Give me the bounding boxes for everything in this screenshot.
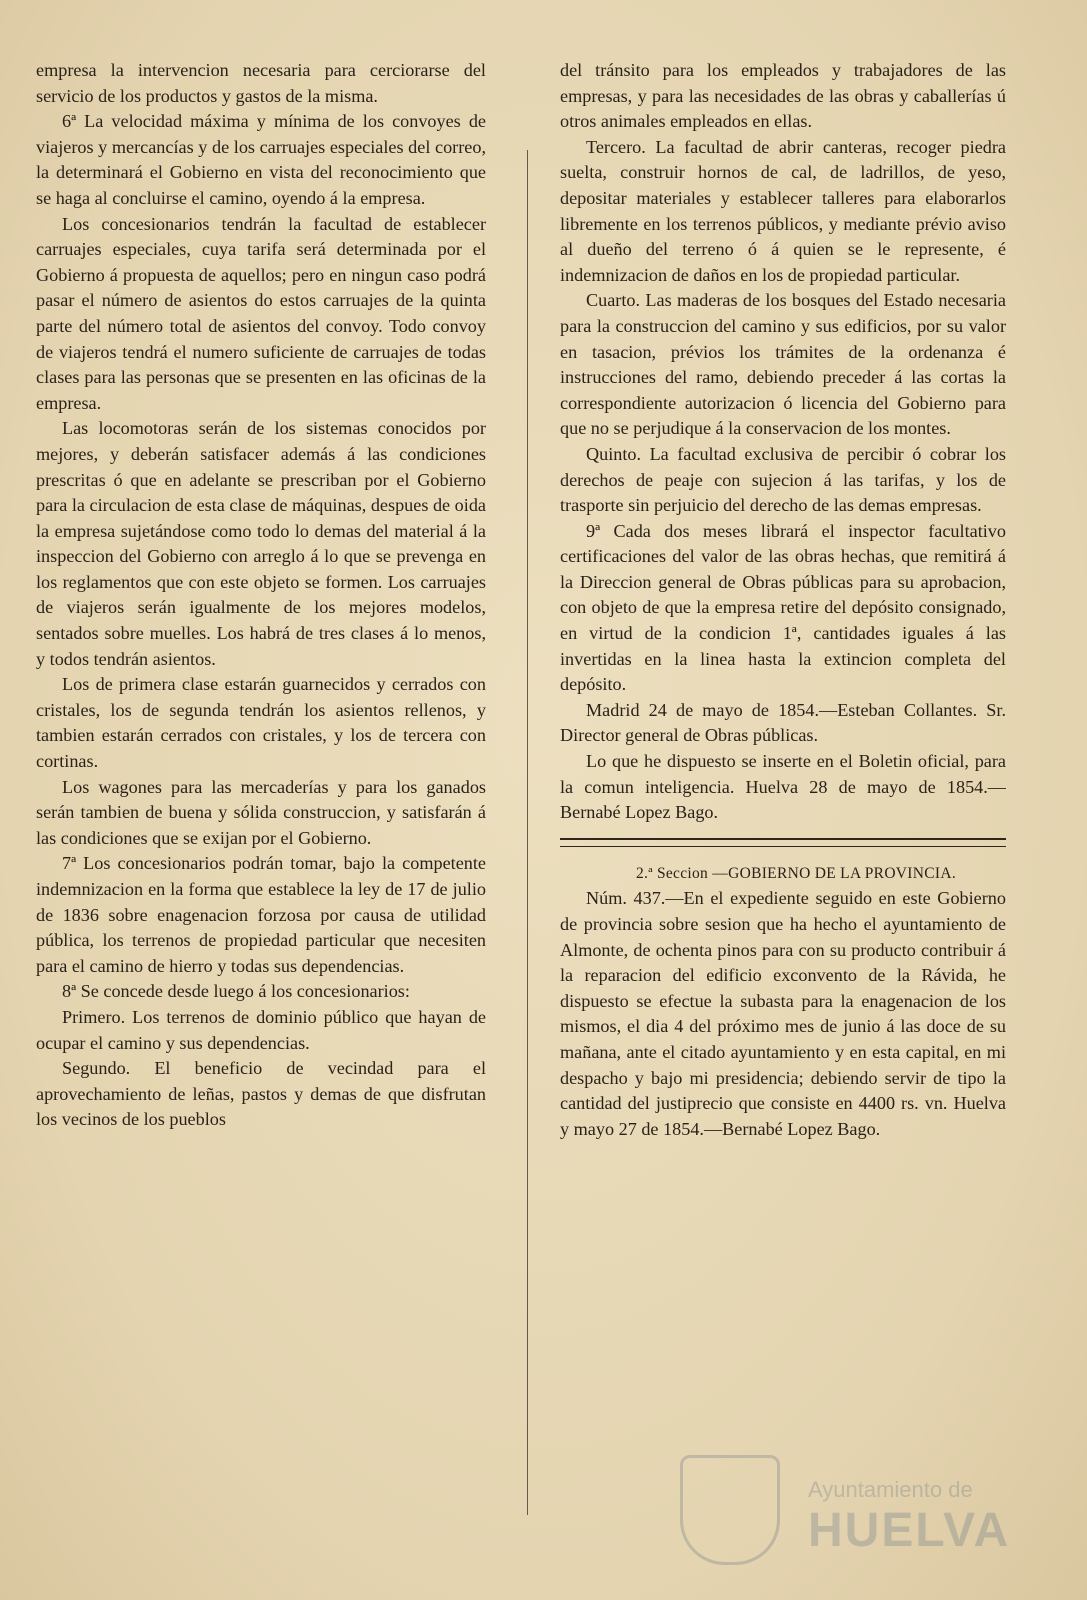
paragraph-huelva-signature: Lo que he dispuesto se inserte en el Boletin oficial, para la comun inteligencia. Huelva 28 de mayo de 1854.—Bernabé Lopez Bago.: [560, 751, 1006, 823]
section-divider-rule: [560, 838, 1006, 847]
paragraph-primero: Primero. Los terrenos de dominio público que hayan de ocupar el camino y sus dependencias.: [36, 1006, 486, 1053]
paragraph-num-437: Núm. 437.—En el expediente seguido en este Gobierno de provincia sobre sesion que ha hecho el ayuntamiento de Almonte, de ochenta pinos para con su producto contribuir á la reparacion del edificio exconvento de la Rávida, he dispuesto se efectue la subasta para la enagenacion de los mismos, el dia 4 del próximo mes de junio á las doce de su mañana, ante el citado ayuntamiento y en esta capital, en mi despacho y bajo mi presidencia; debiendo servir de tipo la cantidad del justiprecio que consiste en 4400 rs. vn. Huelva y mayo 27 de 1854.—Bernabé Lopez Bago.: [560, 888, 1006, 1139]
section-heading: 2.ª Seccion —GOBIERNO DE LA PROVINCIA.: [635, 864, 957, 882]
paragraph-condition-6: 6ª La velocidad máxima y mínima de los convoyes de viajeros y mercancías y de los carruajes especiales del correo, la determinará el Gobierno en vista del reconocimiento que se haga al concluirse el camino, oyendo á la empresa.: [36, 111, 486, 208]
city-shield-icon: [680, 1455, 780, 1565]
paragraph-condition-8: 8ª Se concede desde luego á los concesionarios:: [62, 981, 410, 1002]
paragraph-condition-9: 9ª Cada dos meses librará el inspector facultativo certificaciones del valor de las obras hechas, que remitirá á la Direccion general de Obras públicas para su aprobacion, con objeto de que la empresa retire del depósito consignado, en virtud de la condicion 1ª, cantidades iguales á las invertidas en la linea hasta la extincion completa del depósito.: [560, 520, 1006, 695]
paragraph-continuation: empresa la intervencion necesaria para cerciorarse del servicio de los productos y gastos de la misma.: [36, 60, 486, 106]
paragraph-madrid-signature: Madrid 24 de mayo de 1854.—Esteban Collantes. Sr. Director general de Obras públicas.: [560, 699, 1006, 746]
paragraph-transit: del tránsito para los empleados y trabajadores de las empresas, y para las necesidades de las obras y caballerías ú otros animales empleados en ellas.: [560, 60, 1006, 132]
paragraph-locomotives: Las locomotoras serán de los sistemas conocidos por mejores, y deberán satisfacer además á las condiciones prescritas ó que en adelante se prescriban por el Gobierno para la circulacion de esta clase de máquinas, despues de oida la empresa sujetándose como todo lo demas del material á la inspeccion del Gobierno con arreglo á lo que se prevenga en los reglamentos que con este objeto se formen. Los carruajes de viajeros serán igualmente de los mejores modelos, sentados sobre muelles. Los habrá de tres clases á lo menos, y todos tendrán asientos.: [36, 418, 486, 669]
watermark: [680, 1455, 1010, 1565]
paragraph-tercero: Tercero. La facultad de abrir canteras, recoger piedra suelta, construir hornos de cal, de ladrillos, de yeso, depositar materiales y establecer talleres para elaborarlos libremente en los terrenos públicos, y mediante prévio aviso al dueño del terreno ó á quien se le represente, é indemnizacion de daños en los de propiedad particular.: [560, 136, 1006, 285]
paragraph-special-carriages: Los concesionarios tendrán la facultad de establecer carruajes especiales, cuya tarifa será determinada por el Gobierno á propuesta de aquellos; pero en ningun caso podrá pasar el número de asientos do estos carruajes de la quinta parte del número total de asientos del convoy. Todo convoy de viajeros tendrá el numero suficiente de carruajes de todas clases para las personas que se presenten en las oficinas de la empresa.: [36, 213, 486, 413]
paragraph-segundo: Segundo. El beneficio de vecindad para el aprovechamiento de leñas, pastos y demas de que disfrutan los vecinos de los pueblos: [36, 1058, 486, 1130]
paragraph-first-class: Los de primera clase estarán guarnecidos y cerrados con cristales, los de segunda tendrán los asientos rellenos, y tambien estarán cerrados con cristales, y los de tercera con cortinas.: [36, 674, 486, 772]
paragraph-condition-7: 7ª Los concesionarios podrán tomar, bajo la competente indemnizacion en la forma que establece la ley de 17 de julio de 1836 sobre enagenacion forzosa por causa de utilidad pública, los terrenos de propiedad particular que necesiten para el camino de hierro y todas sus dependencias.: [36, 853, 486, 976]
watermark-title: Ayuntamiento de: [808, 1477, 973, 1502]
right-column: [560, 58, 1006, 1518]
column-divider: [527, 150, 528, 1515]
watermark-name: HUELVA: [808, 1504, 1011, 1557]
paragraph-cuarto: Cuarto. Las maderas de los bosques del Estado necesaria para la construccion del camino y sus edificios, por su valor en tasacion, prévios los trámites de la ordenanza é instrucciones del ramo, debiendo preceder á las cortas la correspondiente autorizacion ó licencia del Gobierno para que no se perjudique á la conservacion de los montes.: [560, 290, 1006, 439]
paragraph-wagons: Los wagones para las mercaderías y para los ganados serán tambien de buena y sólida construccion, y satisfarán á las condiciones que se exijan por el Gobierno.: [36, 776, 486, 848]
left-column: [36, 58, 486, 1518]
paragraph-quinto: Quinto. La facultad exclusiva de percibir ó cobrar los derechos de peaje con sujecion á las tarifas, y los de trasporte sin perjuicio del derecho de las demas empresas.: [560, 443, 1006, 516]
